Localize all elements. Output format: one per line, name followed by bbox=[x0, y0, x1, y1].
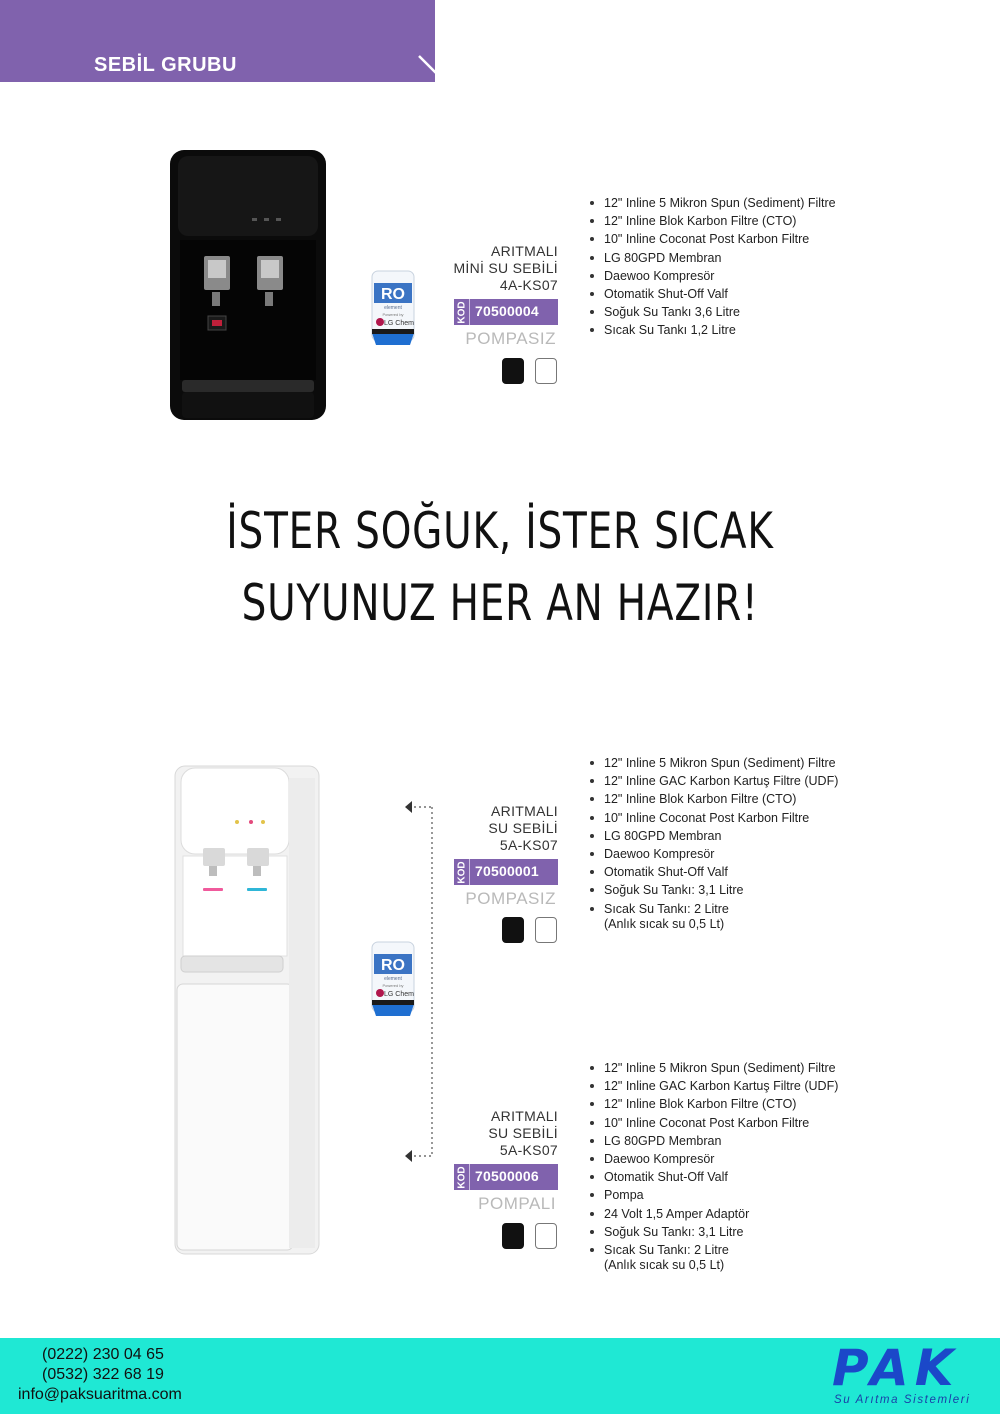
feature-item: 12" Inline 5 Mikron Spun (Sediment) Filtre bbox=[590, 1059, 838, 1077]
svg-text:element: element bbox=[384, 305, 402, 311]
pump-type: POMPALI bbox=[478, 1194, 556, 1213]
product-code: 70500001 bbox=[475, 863, 539, 879]
feature-item: Otomatik Shut-Off Valf bbox=[590, 1168, 838, 1186]
feature-item: LG 80GPD Membran bbox=[590, 827, 838, 845]
feature-list bbox=[590, 754, 838, 931]
code-label: KOD bbox=[456, 861, 468, 884]
svg-text:Powered by: Powered by bbox=[382, 983, 404, 988]
feature-item: 12" Inline 5 Mikron Spun (Sediment) Filtre bbox=[590, 194, 836, 212]
pump-type: POMPASIZ bbox=[465, 889, 556, 908]
color-swatch-white bbox=[535, 917, 557, 943]
feature-item: 12" Inline GAC Karbon Kartuş Filtre (UDF) bbox=[590, 772, 838, 790]
headline-line-2: SUYUNUZ HER AN HAZIR! bbox=[241, 574, 759, 632]
feature-item: Otomatik Shut-Off Valf bbox=[590, 285, 836, 303]
feature-list bbox=[590, 194, 836, 340]
feature-item: 10" Inline Coconat Post Karbon Filtre bbox=[590, 809, 838, 827]
feature-list bbox=[590, 1059, 838, 1272]
chevron-down-icon bbox=[417, 52, 453, 78]
feature-item: LG 80GPD Membran bbox=[590, 249, 836, 267]
mini-dispenser-black-image bbox=[168, 148, 328, 422]
email: info@paksuaritma.com bbox=[18, 1386, 182, 1403]
feature-item: Sıcak Su Tankı: 2 Litre (Anlık sıcak su 0,5 Lt) bbox=[590, 900, 838, 931]
footer-bar bbox=[0, 1338, 1000, 1414]
svg-text:element: element bbox=[384, 976, 402, 982]
feature-item: 24 Volt 1,5 Amper Adaptör bbox=[590, 1205, 838, 1223]
color-swatch-white bbox=[535, 1223, 557, 1249]
feature-item: Daewoo Kompresör bbox=[590, 1150, 838, 1168]
feature-item: Pompa bbox=[590, 1186, 838, 1204]
color-swatch-white bbox=[535, 358, 557, 384]
svg-text:LG Chem: LG Chem bbox=[384, 991, 414, 998]
feature-item: Soğuk Su Tankı: 3,1 Litre bbox=[590, 881, 838, 899]
svg-text:Powered by: Powered by bbox=[382, 312, 404, 317]
feature-item: Daewoo Kompresör bbox=[590, 267, 836, 285]
feature-item: 12" Inline GAC Karbon Kartuş Filtre (UDF) bbox=[590, 1077, 838, 1095]
ro-lg-chem-badge-icon bbox=[366, 940, 420, 1022]
svg-text:RO: RO bbox=[381, 286, 405, 303]
color-swatch-black bbox=[502, 1223, 524, 1249]
feature-item: Sıcak Su Tankı 1,2 Litre bbox=[590, 321, 836, 339]
pump-type: POMPASIZ bbox=[465, 329, 556, 348]
feature-item: Otomatik Shut-Off Valf bbox=[590, 863, 838, 881]
code-label: KOD bbox=[456, 1166, 468, 1189]
phone-1: (0222) 230 04 65 bbox=[42, 1346, 164, 1363]
color-swatch-black bbox=[502, 917, 524, 943]
phone-2: (0532) 322 68 19 bbox=[42, 1366, 164, 1383]
feature-item: LG 80GPD Membran bbox=[590, 1132, 838, 1150]
feature-item: Soğuk Su Tankı: 3,1 Litre bbox=[590, 1223, 838, 1241]
product-name: ARITMALI SU SEBİLİ 5A-KS07 bbox=[488, 1108, 558, 1158]
feature-note: (Anlık sıcak su 0,5 Lt) bbox=[604, 916, 725, 931]
feature-item: 12" Inline Blok Karbon Filtre (CTO) bbox=[590, 790, 838, 808]
code-label: KOD bbox=[456, 301, 468, 324]
logo-subtitle: Su Arıtma Sistemleri bbox=[834, 1394, 971, 1406]
product-code-box bbox=[454, 859, 558, 885]
product-code: 70500006 bbox=[475, 1168, 539, 1184]
feature-item: 10" Inline Coconat Post Karbon Filtre bbox=[590, 1114, 838, 1132]
svg-text:LG Chem: LG Chem bbox=[384, 320, 414, 327]
feature-item: Daewoo Kompresör bbox=[590, 845, 838, 863]
feature-item: 12" Inline 5 Mikron Spun (Sediment) Filtre bbox=[590, 754, 838, 772]
product-code-box bbox=[454, 299, 558, 325]
feature-item: Sıcak Su Tankı: 2 Litre (Anlık sıcak su 0,5 Lt) bbox=[590, 1241, 838, 1272]
headline-line-1: İSTER SOĞUK, İSTER SICAK bbox=[226, 502, 774, 560]
pak-logo: PAK bbox=[832, 1339, 960, 1397]
feature-item: 10" Inline Coconat Post Karbon Filtre bbox=[590, 230, 836, 248]
product-name: ARITMALI MİNİ SU SEBİLİ 4A-KS07 bbox=[453, 243, 558, 293]
feature-item: 12" Inline Blok Karbon Filtre (CTO) bbox=[590, 1095, 838, 1113]
product-code-box bbox=[454, 1164, 558, 1190]
section-banner bbox=[0, 0, 435, 82]
feature-item: 12" Inline Blok Karbon Filtre (CTO) bbox=[590, 212, 836, 230]
product-name: ARITMALI SU SEBİLİ 5A-KS07 bbox=[488, 803, 558, 853]
svg-text:RO: RO bbox=[381, 957, 405, 974]
color-swatch-black bbox=[502, 358, 524, 384]
product-code: 70500004 bbox=[475, 303, 539, 319]
floor-dispenser-white-image bbox=[173, 762, 321, 1258]
feature-note: (Anlık sıcak su 0,5 Lt) bbox=[604, 1258, 725, 1273]
section-title: SEBİL GRUBU bbox=[94, 54, 237, 76]
feature-item: Soğuk Su Tankı 3,6 Litre bbox=[590, 303, 836, 321]
